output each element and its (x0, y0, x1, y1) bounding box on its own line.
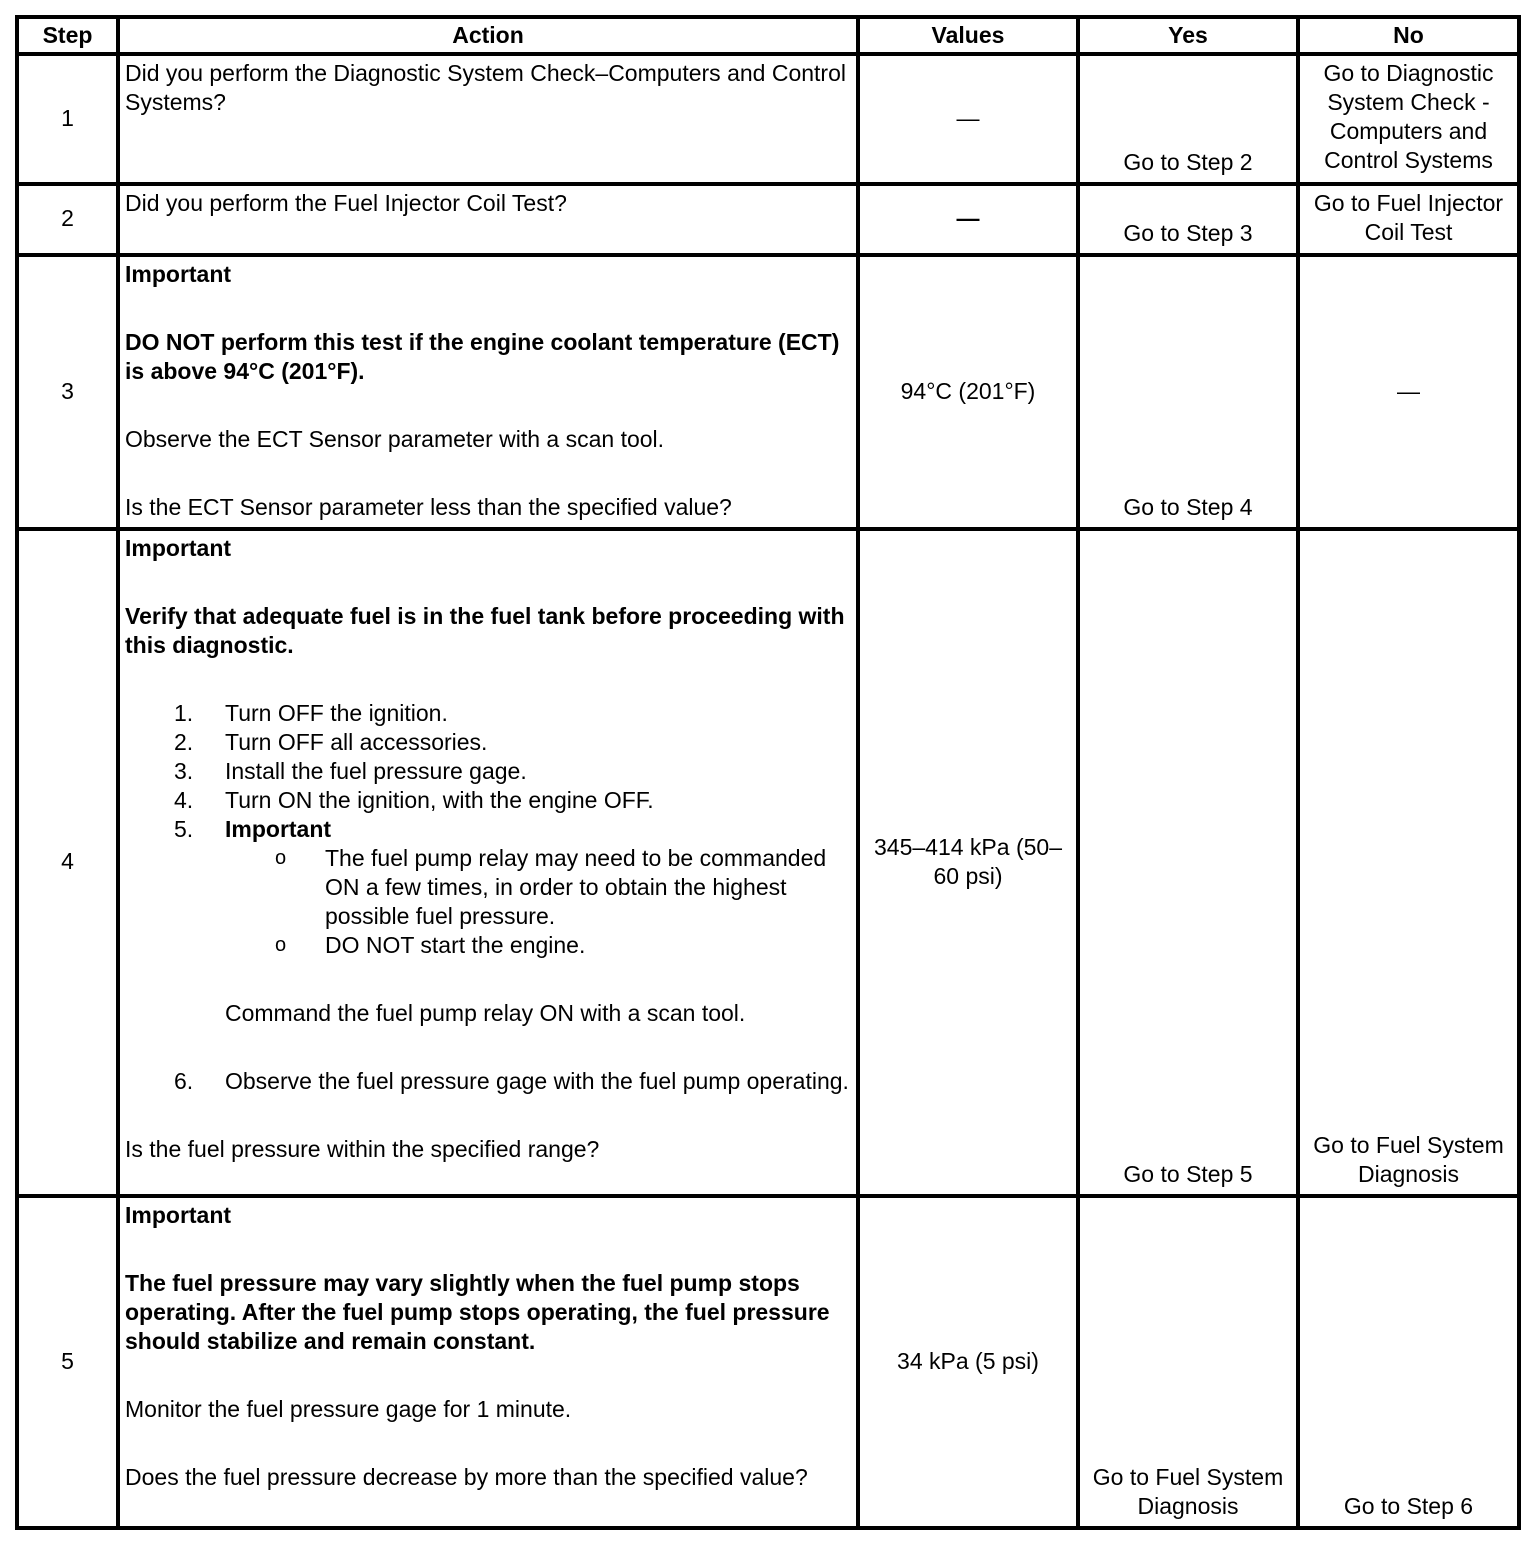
table-row (17, 184, 1519, 255)
table-row (17, 54, 1519, 184)
yes-cell: Go to Step 5 (1078, 529, 1298, 1196)
step-number: 2 (17, 184, 118, 255)
no-cell: Go to Diagnostic System Check - Computers and Control Systems (1298, 54, 1519, 184)
question-text: Does the fuel pressure decrease by more than the specified value? (125, 1464, 808, 1490)
header-row (17, 17, 1519, 54)
no-cell: Go to Fuel Injector Coil Test (1298, 184, 1519, 255)
value-cell: 34 kPa (5 psi) (858, 1196, 1078, 1528)
warning-text: The fuel pressure may vary slightly when the fuel pump stops operating. After the fuel pump stops operating, the fuel pressure should stabilize and remain constant. (125, 1270, 830, 1354)
list-item: 5. Important o The fuel pump relay may need to be commanded ON a few times, in order to obtain the highest possible fuel pressure. o DO NOT start the engine. (125, 815, 851, 960)
bullet-icon: o (275, 934, 287, 956)
diagnostic-table (15, 15, 1521, 1530)
value-cell: — (858, 184, 1078, 255)
list-item: 4. Turn ON the ignition, with the engine OFF. (174, 787, 654, 813)
header-values: Values (858, 17, 1078, 54)
header-yes: Yes (1078, 17, 1298, 54)
table-row (17, 529, 1519, 1196)
no-cell: Go to Step 6 (1298, 1196, 1519, 1528)
action-cell (118, 529, 858, 1196)
question-text: Is the ECT Sensor parameter less than the specified value? (125, 494, 732, 520)
action-text: Did you perform the Diagnostic System Check–Computers and Control Systems? (118, 54, 858, 184)
instruction-text: Monitor the fuel pressure gage for 1 minute. (125, 1396, 572, 1422)
warning-text: DO NOT perform this test if the engine coolant temperature (ECT) is above 94°C (201°F). (125, 329, 840, 384)
header-step: Step (17, 17, 118, 54)
step-number: 5 (17, 1196, 118, 1528)
substep-list (125, 699, 851, 960)
bullet-list (125, 844, 851, 960)
warning-text: Verify that adequate fuel is in the fuel tank before proceeding with this diagnostic. (125, 603, 845, 658)
important-label: Important (125, 1202, 232, 1228)
step-number: 1 (17, 54, 118, 184)
yes-cell: Go to Step 3 (1078, 184, 1298, 255)
action-cell (118, 1196, 858, 1528)
yes-cell: Go to Step 4 (1078, 255, 1298, 529)
command-text: Command the fuel pump relay ON with a scan tool. (225, 1000, 746, 1026)
list-item: 2. Turn OFF all accessories. (174, 729, 488, 755)
yes-cell: Go to Step 2 (1078, 54, 1298, 184)
list-item: 3. Install the fuel pressure gage. (174, 758, 527, 784)
bullet-icon: o (275, 847, 287, 869)
list-item: 1. Turn OFF the ignition. (174, 700, 448, 726)
action-text: Did you perform the Fuel Injector Coil Test? (118, 184, 858, 255)
header-no: No (1298, 17, 1519, 54)
action-cell (118, 255, 858, 529)
table-row (17, 255, 1519, 529)
table-row (17, 1196, 1519, 1528)
value-cell: 94°C (201°F) (858, 255, 1078, 529)
list-item: 6. Observe the fuel pressure gage with the fuel pump operating. (174, 1068, 849, 1094)
important-label: Important (125, 261, 232, 287)
instruction-text: Observe the ECT Sensor parameter with a scan tool. (125, 426, 665, 452)
step-number: 3 (17, 255, 118, 529)
value-cell: 345–414 kPa (50–60 psi) (858, 529, 1078, 1196)
bullet-item: o DO NOT start the engine. (275, 932, 586, 958)
no-cell: Go to Fuel System Diagnosis (1298, 529, 1519, 1196)
bullet-item: o The fuel pump relay may need to be commanded ON a few times, in order to obtain the highest possible fuel pressure. (275, 845, 827, 929)
question-text: Is the fuel pressure within the specified range? (125, 1136, 600, 1162)
substep-list (125, 1067, 851, 1096)
step-number: 4 (17, 529, 118, 1196)
yes-cell: Go to Fuel System Diagnosis (1078, 1196, 1298, 1528)
important-label: Important (125, 535, 232, 561)
header-action: Action (118, 17, 858, 54)
no-cell: — (1298, 255, 1519, 529)
value-cell: — (858, 54, 1078, 184)
